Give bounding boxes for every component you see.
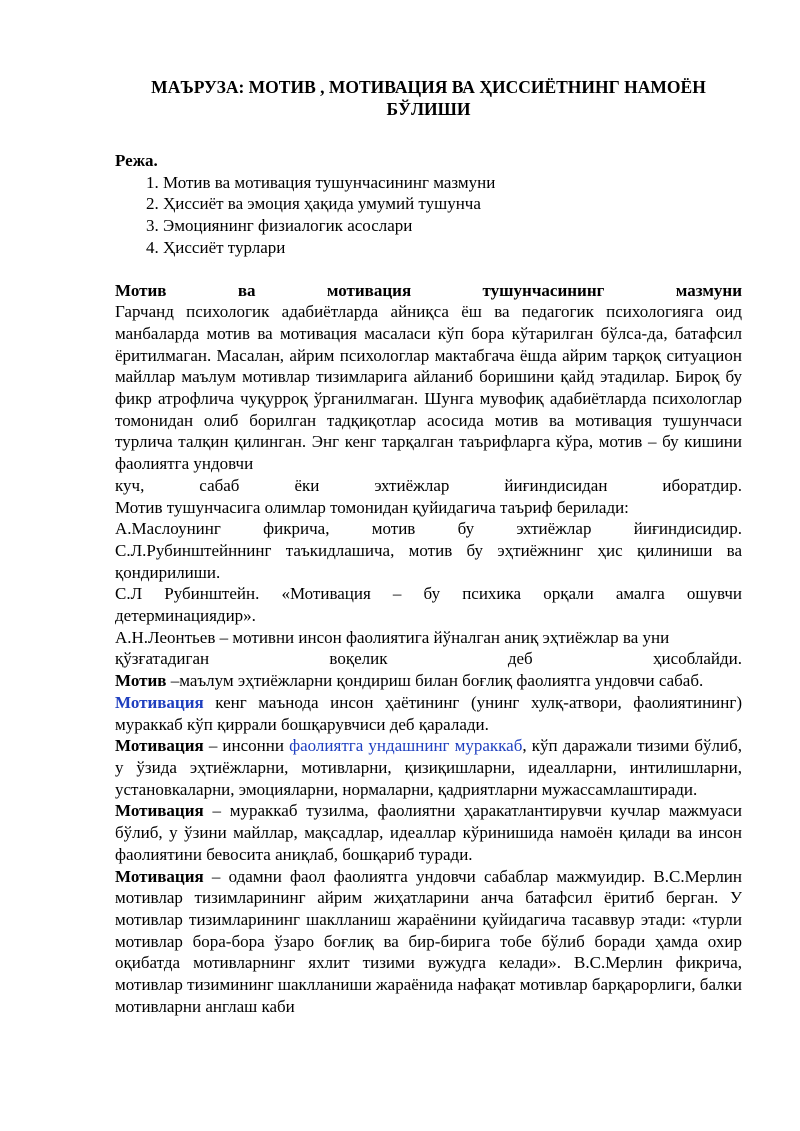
paragraph-2a: Мотив тушунчасига олимлар томонидан қуйидагича таъриф берилади:: [115, 497, 629, 517]
plan-item: 1. Мотив ва мотивация тушунчасининг мазмуни: [163, 172, 742, 194]
paragraph-1-last-line: куч, сабаб ёки эхтиёжлар йиғиндисидан иборатдир.: [115, 475, 742, 495]
plan-item: 4. Ҳиссиёт турлари: [163, 237, 742, 259]
plan-heading: Режа.: [115, 151, 158, 170]
plan-list: [115, 172, 742, 259]
paragraph-3: С.Л Рубинштейн. «Мотивация – бу психика орқали амалга ошувчи детерминациядир».: [115, 584, 742, 626]
document-page: [115, 76, 742, 1017]
paragraph-7: Мотивация – инсонни фаолиятга ундашнинг мураккаб, кўп даражали тизими бўлиб, у ўзида эҳтиёжларни, мотивларни, қизиқишларни, идеалларни, интилишларни, установкаларни, эмоцияларни, нормаларни, қадриятларни мужассамлаштиради.: [115, 736, 743, 799]
term-motiv: Мотив: [115, 671, 167, 691]
page-title: МАЪРУЗА: МОТИВ , МОТИВАЦИЯ ВА ҲИССИЁТНИНГ НАМОЁН БЎЛИШИ: [151, 77, 706, 119]
paragraph-2b: А.Маслоунинг фикрича, мотив бу эхтиёжлар йиғиндисидир.: [115, 519, 742, 539]
paragraph-8: Мотивация – мураккаб тузилма, фаолиятни ҳаракатлантирувчи кучлар мажмуаси бўлиб, у ўзини майллар, мақсадлар, идеаллар кўринишида намоён қилади ва инсон фаолиятини бевосита аниқлаб, бошқариб туради.: [115, 801, 742, 864]
term-motivatsiya: Мотивация: [115, 736, 204, 756]
inline-link[interactable]: фаолиятга ундашнинг мураккаб: [289, 736, 523, 756]
term-motivatsiya: Мотивация: [115, 866, 204, 886]
term-motivatsiya-link[interactable]: Мотивация: [115, 692, 204, 712]
paragraph-6: Мотивация кенг маънода инсон ҳаётининг (унинг хулқ-атвори, фаолиятининг) мураккаб кўп қиррали бошқарувчиси деб қаралади.: [115, 692, 742, 734]
paragraph-4: А.Н.Леонтьев – мотивни инсон фаолиятига йўналган аниқ эҳтиёжлар ва уни: [115, 627, 670, 647]
paragraph-4-last-line: қўзғатадиган воқелик деб ҳисоблайди.: [115, 649, 742, 669]
paragraph-5: Мотив –маълум эҳтиёжларни қондириш билан боғлиқ фаолиятга ундовчи сабаб.: [115, 671, 704, 691]
paragraph-9: Мотивация – одамни фаол фаолиятга ундовчи сабаблар мажмуидир. В.С.Мерлин мотивлар тизимларининг айрим жиҳатларини анча батафсил ёритиб берган. У мотивлар тизимларининг шаклланиш жараёнини қуйидагича тасаввур этади: «турли мотивлар бора-бора ўзаро боғлиқ ва бир-бирига тобе бўлиб боради ҳамда охир оқибатда мотивларнинг яхлит тизими вужудга келади». В.С.Мерлин фикрича, мотивлар тизимининг шаклланиши жараёнида нафақат мотивлар барқарорлиги, балки мотивларни англаш каби: [115, 866, 742, 1016]
plan-item: 2. Ҳиссиёт ва эмоция ҳақида умумий тушунча: [163, 193, 742, 215]
term-motivatsiya: Мотивация: [115, 801, 204, 821]
plan-item: 3. Эмоциянинг физиалогик асослари: [163, 215, 742, 237]
paragraph-1: Гарчанд психологик адабиётларда айниқса ёш ва педагогик психологияга оид манбаларда мотив ва мотивация масаласи кўп бора кўтарилган бўлса-да, батафсил ёритилмаган. Масалан, айрим психологлар мактабгача ёшда айрим тарқоқ ситуацион майллар маълум мотивлар тизимларига айланиб боришини қайд этадилар. Бироқ бу фикр атрофлича чуқурроқ ўрганилмаган. Шунга мувофиқ адабиётларда психологлар томонидан олиб борилган тадқиқотлар асосида мотив ва мотивация тушунчаси турлича талқин қилинган. Энг кенг тарқалган таърифларга кўра, мотив – бу кишини фаолиятга ундовчи: [115, 302, 742, 474]
section-heading: Мотив ва мотивация тушунчасининг мазмуни: [115, 280, 742, 300]
paragraph-2c: С.Л.Рубинштейннинг таъкидлашича, мотив бу эҳтиёжнинг ҳис қилиниши ва қондирилиши.: [115, 540, 742, 582]
